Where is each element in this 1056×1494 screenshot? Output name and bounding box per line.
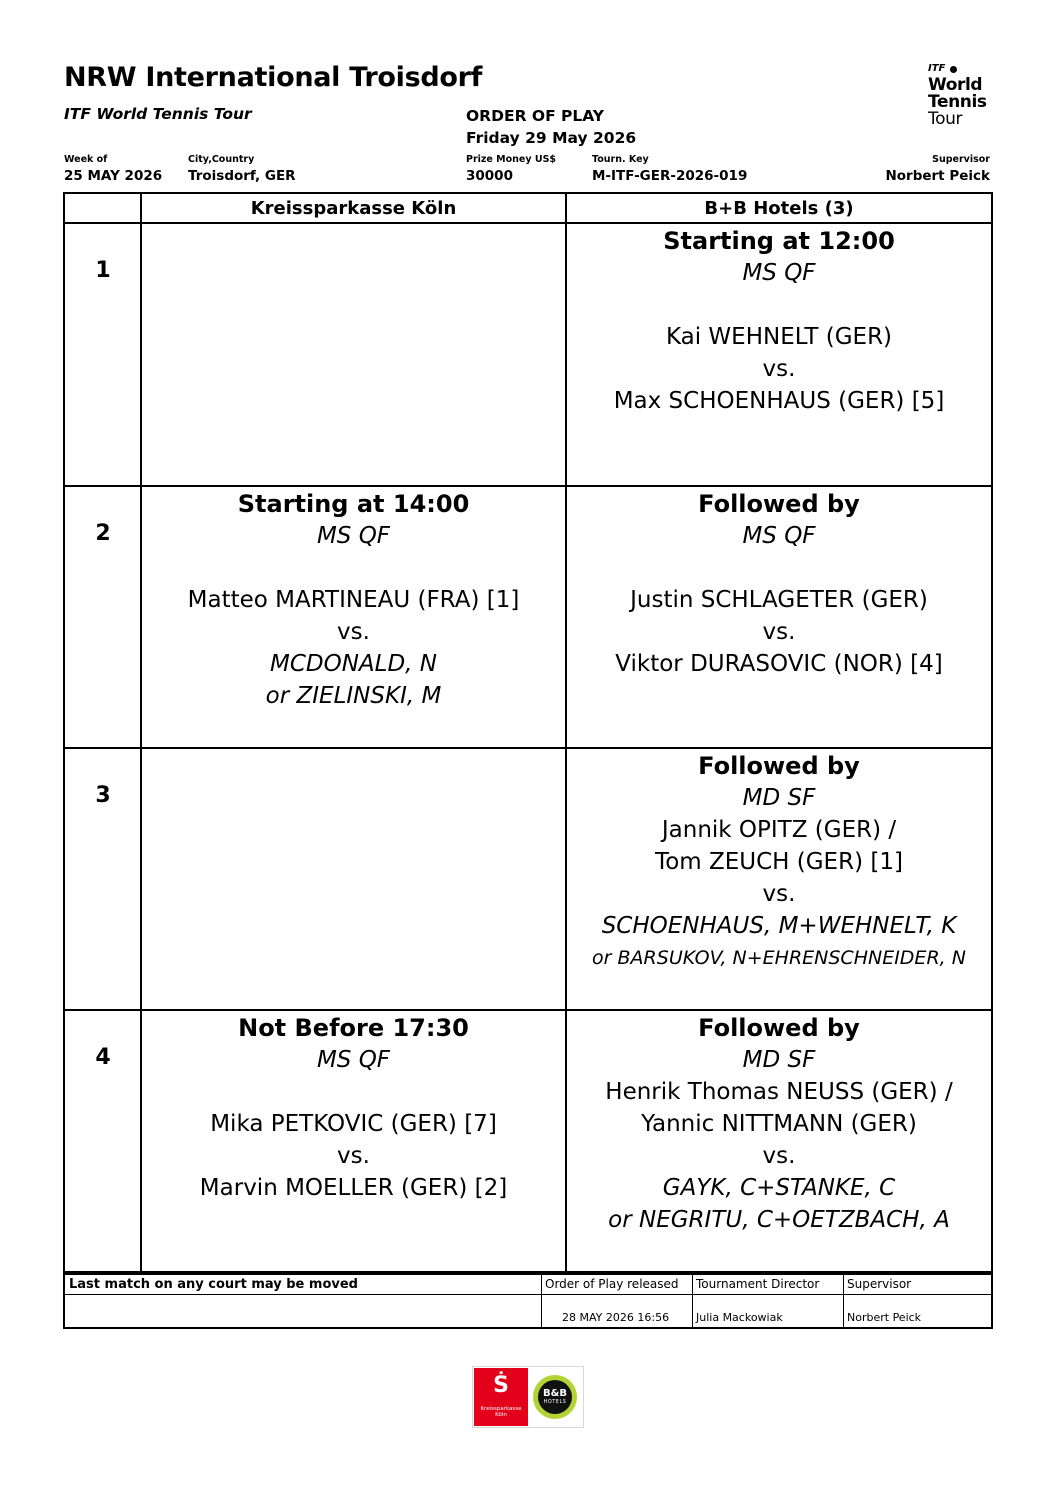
match-round: MD SF (742, 1047, 816, 1073)
player-1: Matteo MARTINEAU (FRA) [1] (187, 587, 520, 613)
match-start-time: Starting at 12:00 (663, 227, 895, 255)
week-of-value: 25 MAY 2026 (64, 168, 163, 184)
player-2: Marvin MOELLER (GER) [2] (199, 1175, 508, 1201)
meta-week (64, 154, 162, 184)
footer-divider (843, 1275, 844, 1327)
player-2-option-a: MCDONALD, N (269, 651, 437, 677)
tour-subtitle: ITF World Tennis Tour (64, 105, 252, 123)
match-cell (567, 1012, 991, 1236)
match-round: MS QF (742, 260, 816, 286)
released-label: Order of Play released (545, 1277, 679, 1291)
order-of-play-date: Friday 29 May 2026 (466, 129, 637, 147)
sponsor-logos (472, 1366, 584, 1428)
itf-logo-word-1: World (928, 75, 983, 95)
itf-logo-word-2: Tennis (928, 92, 987, 112)
row-number: 4 (95, 1045, 111, 1070)
team-2-option-a: SCHOENHAUS, M+WEHNELT, K (601, 913, 957, 939)
city-value: Troisdorf, GER (188, 168, 296, 184)
player-1: Justin SCHLAGETER (GER) (630, 587, 928, 613)
bb-hotels-logo-subtext: HOTELS (543, 1399, 567, 1405)
kreissparkasse-logo (474, 1368, 528, 1426)
versus-label: vs. (337, 1143, 370, 1169)
meta-key (592, 154, 747, 184)
director-label: Tournament Director (696, 1277, 820, 1291)
bb-hotels-logo-text: B&B (543, 1388, 567, 1399)
meta-city (188, 154, 296, 184)
court-header-kreissparkasse: Kreissparkasse Köln (250, 198, 457, 219)
team-2-option-a: GAYK, C+STANKE, C (662, 1175, 896, 1201)
bb-hotels-logo (533, 1375, 577, 1419)
team-1-player-a: Henrik Thomas NEUSS (GER) / (605, 1079, 953, 1105)
itf-logo-dot (950, 66, 957, 73)
match-start-time: Followed by (698, 752, 860, 780)
kreissparkasse-logo-text: Kreissparkasse (480, 1406, 522, 1412)
match-round: MS QF (316, 523, 391, 549)
court-header-bb-hotels: B+B Hotels (3) (704, 198, 854, 219)
footer-divider (692, 1275, 693, 1327)
grid-divider (65, 1009, 991, 1011)
match-round: MS QF (742, 523, 816, 549)
match-start-time: Not Before 17:30 (238, 1014, 469, 1042)
itf-logo-word-3: Tour (928, 109, 963, 129)
itf-logo-small: ITF (928, 63, 946, 74)
footer-supervisor-value: Norbert Peick (847, 1311, 922, 1324)
row-number: 3 (95, 783, 111, 808)
match-cell (142, 1012, 565, 1204)
meta-supervisor (885, 154, 990, 184)
match-cell (567, 488, 991, 680)
city-label: City,Country (188, 154, 255, 165)
order-of-play-heading (466, 105, 636, 149)
tournament-title: NRW International Troisdorf (64, 62, 483, 93)
player-1: Kai WEHNELT (GER) (665, 324, 893, 350)
versus-label: vs. (762, 1143, 796, 1169)
team-1-player-a: Jannik OPITZ (GER) / (661, 817, 897, 843)
grid-divider (65, 222, 991, 224)
versus-label: vs. (762, 881, 796, 907)
footer-divider (65, 1294, 991, 1295)
row-number: 1 (95, 258, 111, 283)
match-cell (142, 488, 565, 712)
match-start-time: Starting at 14:00 (237, 490, 470, 518)
prize-money-value: 30000 (466, 168, 513, 184)
itf-world-tennis-tour-logo (928, 63, 998, 129)
team-1-player-b: Tom ZEUCH (GER) [1] (655, 849, 903, 875)
director-value: Julia Mackowiak (696, 1311, 783, 1324)
order-of-play-grid (63, 192, 993, 1273)
row-number: 2 (95, 521, 111, 546)
meta-prize (466, 154, 556, 184)
order-of-play-label: ORDER OF PLAY (466, 107, 605, 125)
grid-divider (65, 485, 991, 487)
match-start-time: Followed by (698, 490, 860, 518)
match-cell (567, 225, 991, 417)
tournament-key-label: Tourn. Key (592, 154, 649, 165)
released-value: 28 MAY 2026 16:56 (562, 1311, 670, 1324)
prize-money-label: Prize Money US$ (466, 154, 557, 165)
footer-supervisor-label: Supervisor (847, 1277, 912, 1291)
footer-note: Last match on any court may be moved (69, 1277, 358, 1292)
versus-label: vs. (762, 356, 796, 382)
player-2-option-b: or ZIELINSKI, M (265, 683, 442, 709)
grid-divider (65, 747, 991, 749)
team-1-player-b: Yannic NITTMANN (GER) (641, 1111, 917, 1137)
match-cell (567, 750, 991, 974)
order-of-play-footer (63, 1272, 993, 1329)
player-2: Max SCHOENHAUS (GER) [5] (613, 388, 945, 414)
week-of-label: Week of (64, 154, 108, 165)
versus-label: vs. (337, 619, 370, 645)
match-start-time: Followed by (698, 1014, 860, 1042)
team-2-option-b: or BARSUKOV, N+EHRENSCHNEIDER, N (592, 947, 966, 969)
player-1: Mika PETKOVIC (GER) [7] (210, 1111, 497, 1137)
player-2: Viktor DURASOVIC (NOR) [4] (615, 651, 943, 677)
supervisor-value: Norbert Peick (885, 168, 990, 184)
footer-divider (541, 1275, 542, 1327)
tournament-key-value: M-ITF-GER-2026-019 (592, 168, 748, 184)
match-round: MS QF (316, 1047, 391, 1073)
team-2-option-b: or NEGRITU, C+OETZBACH, A (608, 1207, 950, 1233)
kreissparkasse-logo-city: Köln (495, 1412, 507, 1418)
supervisor-label: Supervisor (932, 154, 990, 165)
match-round: MD SF (742, 785, 816, 811)
sparkasse-symbol-icon: Ṡ (493, 1373, 509, 1398)
versus-label: vs. (762, 619, 796, 645)
